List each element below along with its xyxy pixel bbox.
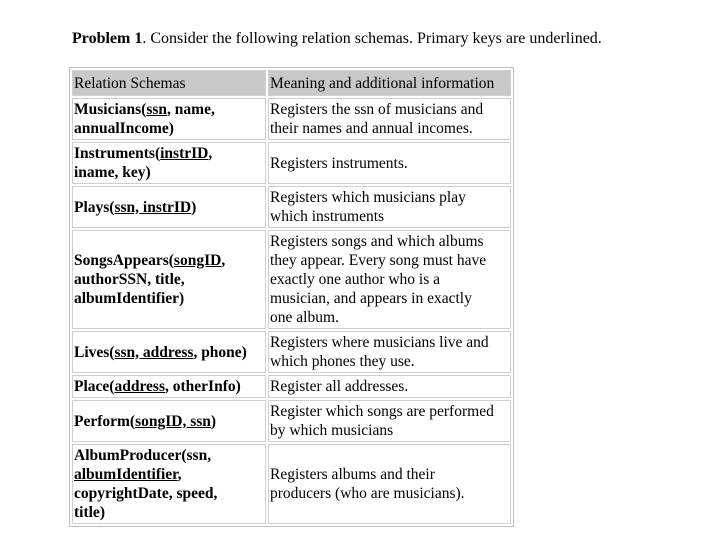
meaning-line: Register which songs are performed	[270, 403, 494, 420]
table-header-row	[72, 70, 511, 96]
schema-text: Place(	[74, 378, 115, 395]
meaning-line: Registers the ssn of musicians and	[270, 101, 484, 118]
primary-key: instrID	[160, 145, 209, 162]
schema-text: )	[191, 198, 197, 216]
relation-schema-cell	[72, 331, 266, 373]
schema-text: iname, key)	[74, 164, 151, 181]
table-row	[72, 142, 511, 184]
table-row	[72, 98, 511, 140]
meaning-line: their names and annual incomes.	[270, 120, 473, 137]
table-row	[72, 186, 511, 228]
schema-text: , name,	[167, 101, 215, 118]
table-row	[72, 400, 511, 442]
meaning-line: musician, and appears in exactly	[270, 290, 472, 307]
meaning-line: producers (who are musicians).	[270, 485, 465, 502]
primary-key: address	[114, 378, 165, 395]
meaning-line: by which musicians	[270, 422, 394, 439]
schema-text: copyrightDate, speed,	[74, 485, 218, 502]
schema-text: ,	[177, 466, 182, 483]
schema-text: Instruments(	[74, 145, 161, 162]
meaning-line: which instruments	[270, 208, 385, 225]
meaning-cell	[268, 331, 511, 373]
schema-text: , otherInfo)	[165, 378, 241, 395]
schema-text: ,	[208, 145, 213, 162]
relation-schema-cell	[72, 375, 266, 398]
primary-key: songID, ssn	[135, 412, 211, 430]
schema-text: Musicians(	[74, 101, 147, 118]
primary-key: albumIdentifier	[74, 466, 178, 483]
meaning-line: which phones they use.	[270, 353, 415, 370]
problem-text: . Consider the following relation schemas. Primary keys are underlined.	[142, 30, 602, 47]
meaning-line: one album.	[270, 309, 339, 326]
meaning-cell	[268, 98, 511, 140]
relation-schema-cell	[72, 444, 266, 524]
meaning-cell	[268, 375, 511, 398]
meaning-line: Registers which musicians play	[270, 189, 466, 206]
meaning-line: Registers songs and which albums	[270, 233, 484, 250]
meaning-cell	[268, 230, 511, 329]
meaning-line: they appear. Every song must have	[270, 252, 487, 269]
primary-key: ssn, instrID	[114, 198, 192, 216]
meaning-line: Registers instruments.	[270, 154, 408, 172]
problem-statement	[72, 29, 602, 49]
schema-text: albumIdentifier)	[74, 290, 185, 307]
table-row	[72, 331, 511, 373]
header-meaning: Meaning and additional information	[268, 70, 511, 96]
relation-schema-cell	[72, 186, 266, 228]
table-row	[72, 375, 511, 398]
meaning-cell	[268, 186, 511, 228]
meaning-cell	[268, 400, 511, 442]
relation-schema-cell	[72, 98, 266, 140]
relation-schema-cell	[72, 400, 266, 442]
primary-key: ssn	[146, 101, 168, 118]
table-row	[72, 230, 511, 329]
primary-key: songID	[173, 252, 222, 269]
problem-label: Problem 1	[72, 30, 143, 47]
schema-text: , phone)	[193, 343, 247, 361]
schema-text: Plays(	[74, 198, 115, 216]
table-row	[72, 444, 511, 524]
meaning-line: Register all addresses.	[270, 378, 409, 395]
meaning-cell	[268, 444, 511, 524]
schema-text: SongsAppears(	[74, 252, 174, 269]
header-relation-schemas: Relation Schemas	[72, 70, 266, 96]
relation-schema-cell	[72, 142, 266, 184]
schema-text: authorSSN, title,	[74, 271, 185, 288]
relation-schema-cell	[72, 230, 266, 329]
schema-text: Lives(	[74, 343, 115, 361]
schema-text: title)	[74, 504, 105, 521]
schema-text: ,	[221, 252, 226, 269]
primary-key: ssn, address	[114, 343, 194, 361]
meaning-line: Registers where musicians live and	[270, 334, 489, 351]
meaning-line: Registers albums and their	[270, 466, 435, 483]
schema-text: Perform(	[74, 412, 136, 430]
meaning-cell	[268, 142, 511, 184]
table-body	[72, 98, 511, 524]
schema-text: annualIncome)	[74, 120, 174, 137]
schema-text: )	[210, 412, 217, 430]
meaning-line: exactly one author who is a	[270, 271, 441, 288]
schema-text: AlbumProducer(ssn,	[74, 447, 212, 464]
relation-schemas-table	[69, 67, 514, 527]
